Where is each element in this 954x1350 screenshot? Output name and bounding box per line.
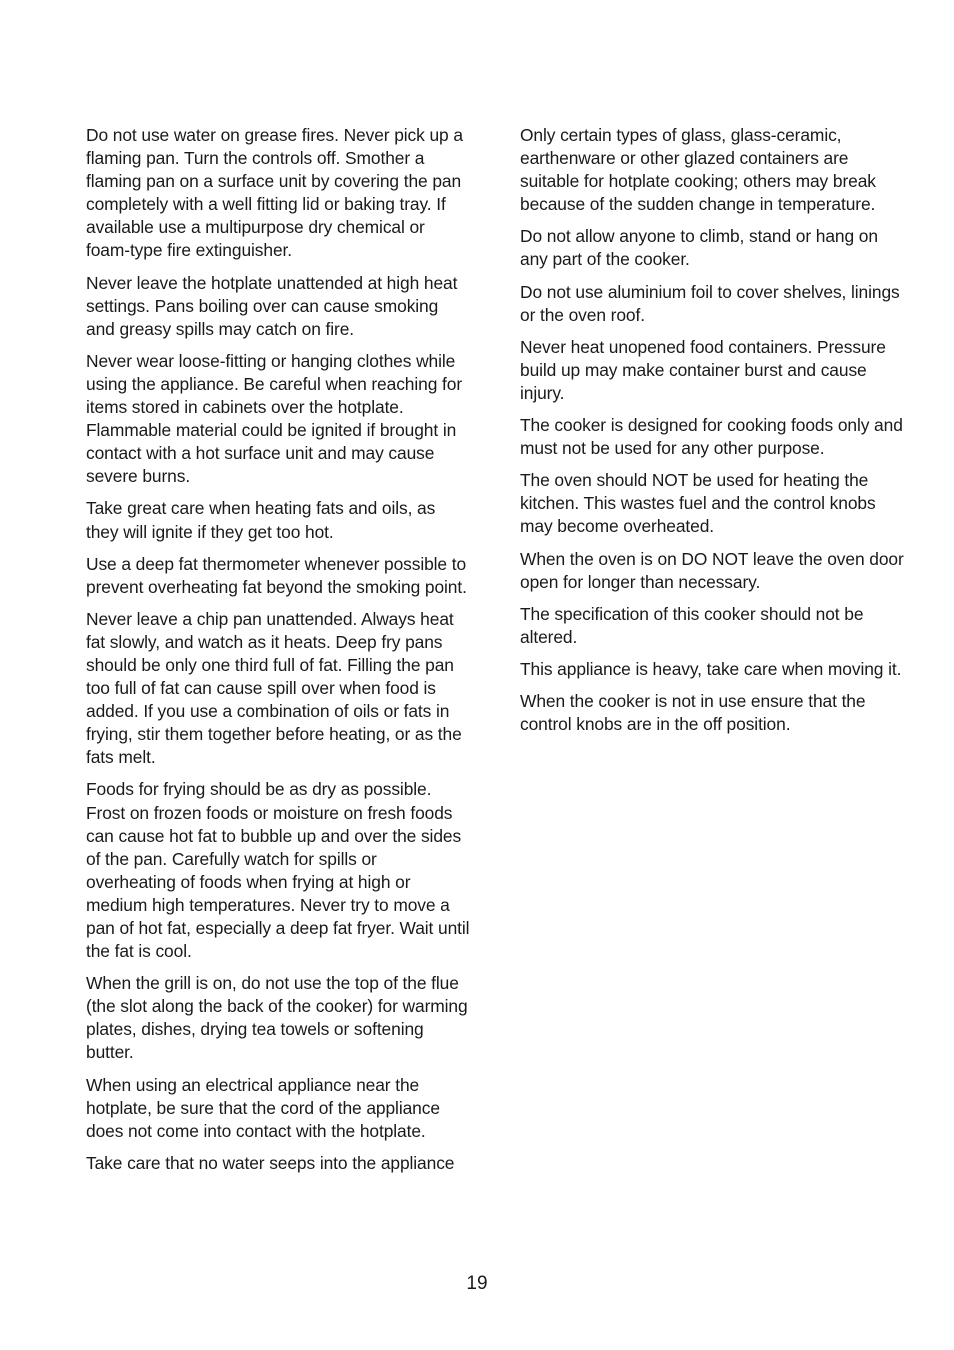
safety-paragraph: Never heat unopened food containers. Pressure build up may make container burst and cause injury. xyxy=(520,336,886,403)
safety-paragraph: When the oven is on DO NOT leave the oven door open for longer than necessary. xyxy=(520,548,904,592)
safety-paragraph: Foods for frying should be as dry as possible. Frost on frozen foods or moisture on fresh foods can cause hot fat to bubble up and over the sides of the pan. Carefully watch for spills or overheating of foods when frying at high or medium high temperatures. Never try to move a pan of hot fat, especially a deep fat fryer. Wait until the fat is cool. xyxy=(86,779,470,962)
safety-paragraph: The specification of this cooker should not be altered. xyxy=(520,603,864,647)
left-text-column xyxy=(86,124,470,1184)
safety-paragraph: When the grill is on, do not use the top of the flue (the slot along the back of the cooker) for warming plates, dishes, drying tea towels or softening butter. xyxy=(86,973,468,1063)
safety-paragraph: Take care that no water seeps into the appliance xyxy=(86,1152,455,1173)
safety-paragraph: The oven should NOT be used for heating the kitchen. This wastes fuel and the control knobs may become overheated. xyxy=(520,470,876,537)
safety-paragraph: When using an electrical appliance near the hotplate, be sure that the cord of the appliance does not come into contact with the hotplate. xyxy=(86,1074,440,1141)
safety-paragraph: Do not use aluminium foil to cover shelves, linings or the oven roof. xyxy=(520,281,900,325)
safety-paragraph: Take great care when heating fats and oils, as they will ignite if they get too hot. xyxy=(86,498,436,542)
right-text-column xyxy=(520,124,906,745)
safety-paragraph: Never wear loose-fitting or hanging clothes while using the appliance. Be careful when reaching for items stored in cabinets over the hotplate. Flammable material could be ignited if brought in contact with a hot surface unit and may cause severe burns. xyxy=(86,350,463,487)
page-number: 19 xyxy=(466,1273,488,1294)
safety-paragraph: Use a deep fat thermometer whenever possible to prevent overheating fat beyond the smoking point. xyxy=(86,553,467,597)
safety-paragraph: Never leave a chip pan unattended. Always heat fat slowly, and watch as it heats. Deep fry pans should be only one third full of fat. Filling the pan too full of fat can cause spill over when food is added. If you use a combination of oils or fats in frying, stir them together before heating, or as the fats melt. xyxy=(86,608,462,768)
safety-paragraph: This appliance is heavy, take care when moving it. xyxy=(520,658,902,679)
safety-paragraph: Do not allow anyone to climb, stand or hang on any part of the cooker. xyxy=(520,226,878,270)
safety-paragraph: Do not use water on grease fires. Never pick up a flaming pan. Turn the controls off. Smother a flaming pan on a surface unit by covering the pan completely with a well fitting lid or baking tray. If available use a multipurpose dry chemical or foam-type fire extinguisher. xyxy=(86,125,463,261)
safety-paragraph: When the cooker is not in use ensure that the control knobs are in the off position. xyxy=(520,690,866,735)
safety-paragraph: Only certain types of glass, glass-ceramic, earthenware or other glazed containers are suitable for hotplate cooking; others may break because of the sudden change in temperature. xyxy=(520,125,876,215)
safety-paragraph: The cooker is designed for cooking foods only and must not be used for any other purpose. xyxy=(520,415,903,459)
safety-paragraph: Never leave the hotplate unattended at high heat settings. Pans boiling over can cause smoking and greasy spills may catch on fire. xyxy=(86,272,458,339)
